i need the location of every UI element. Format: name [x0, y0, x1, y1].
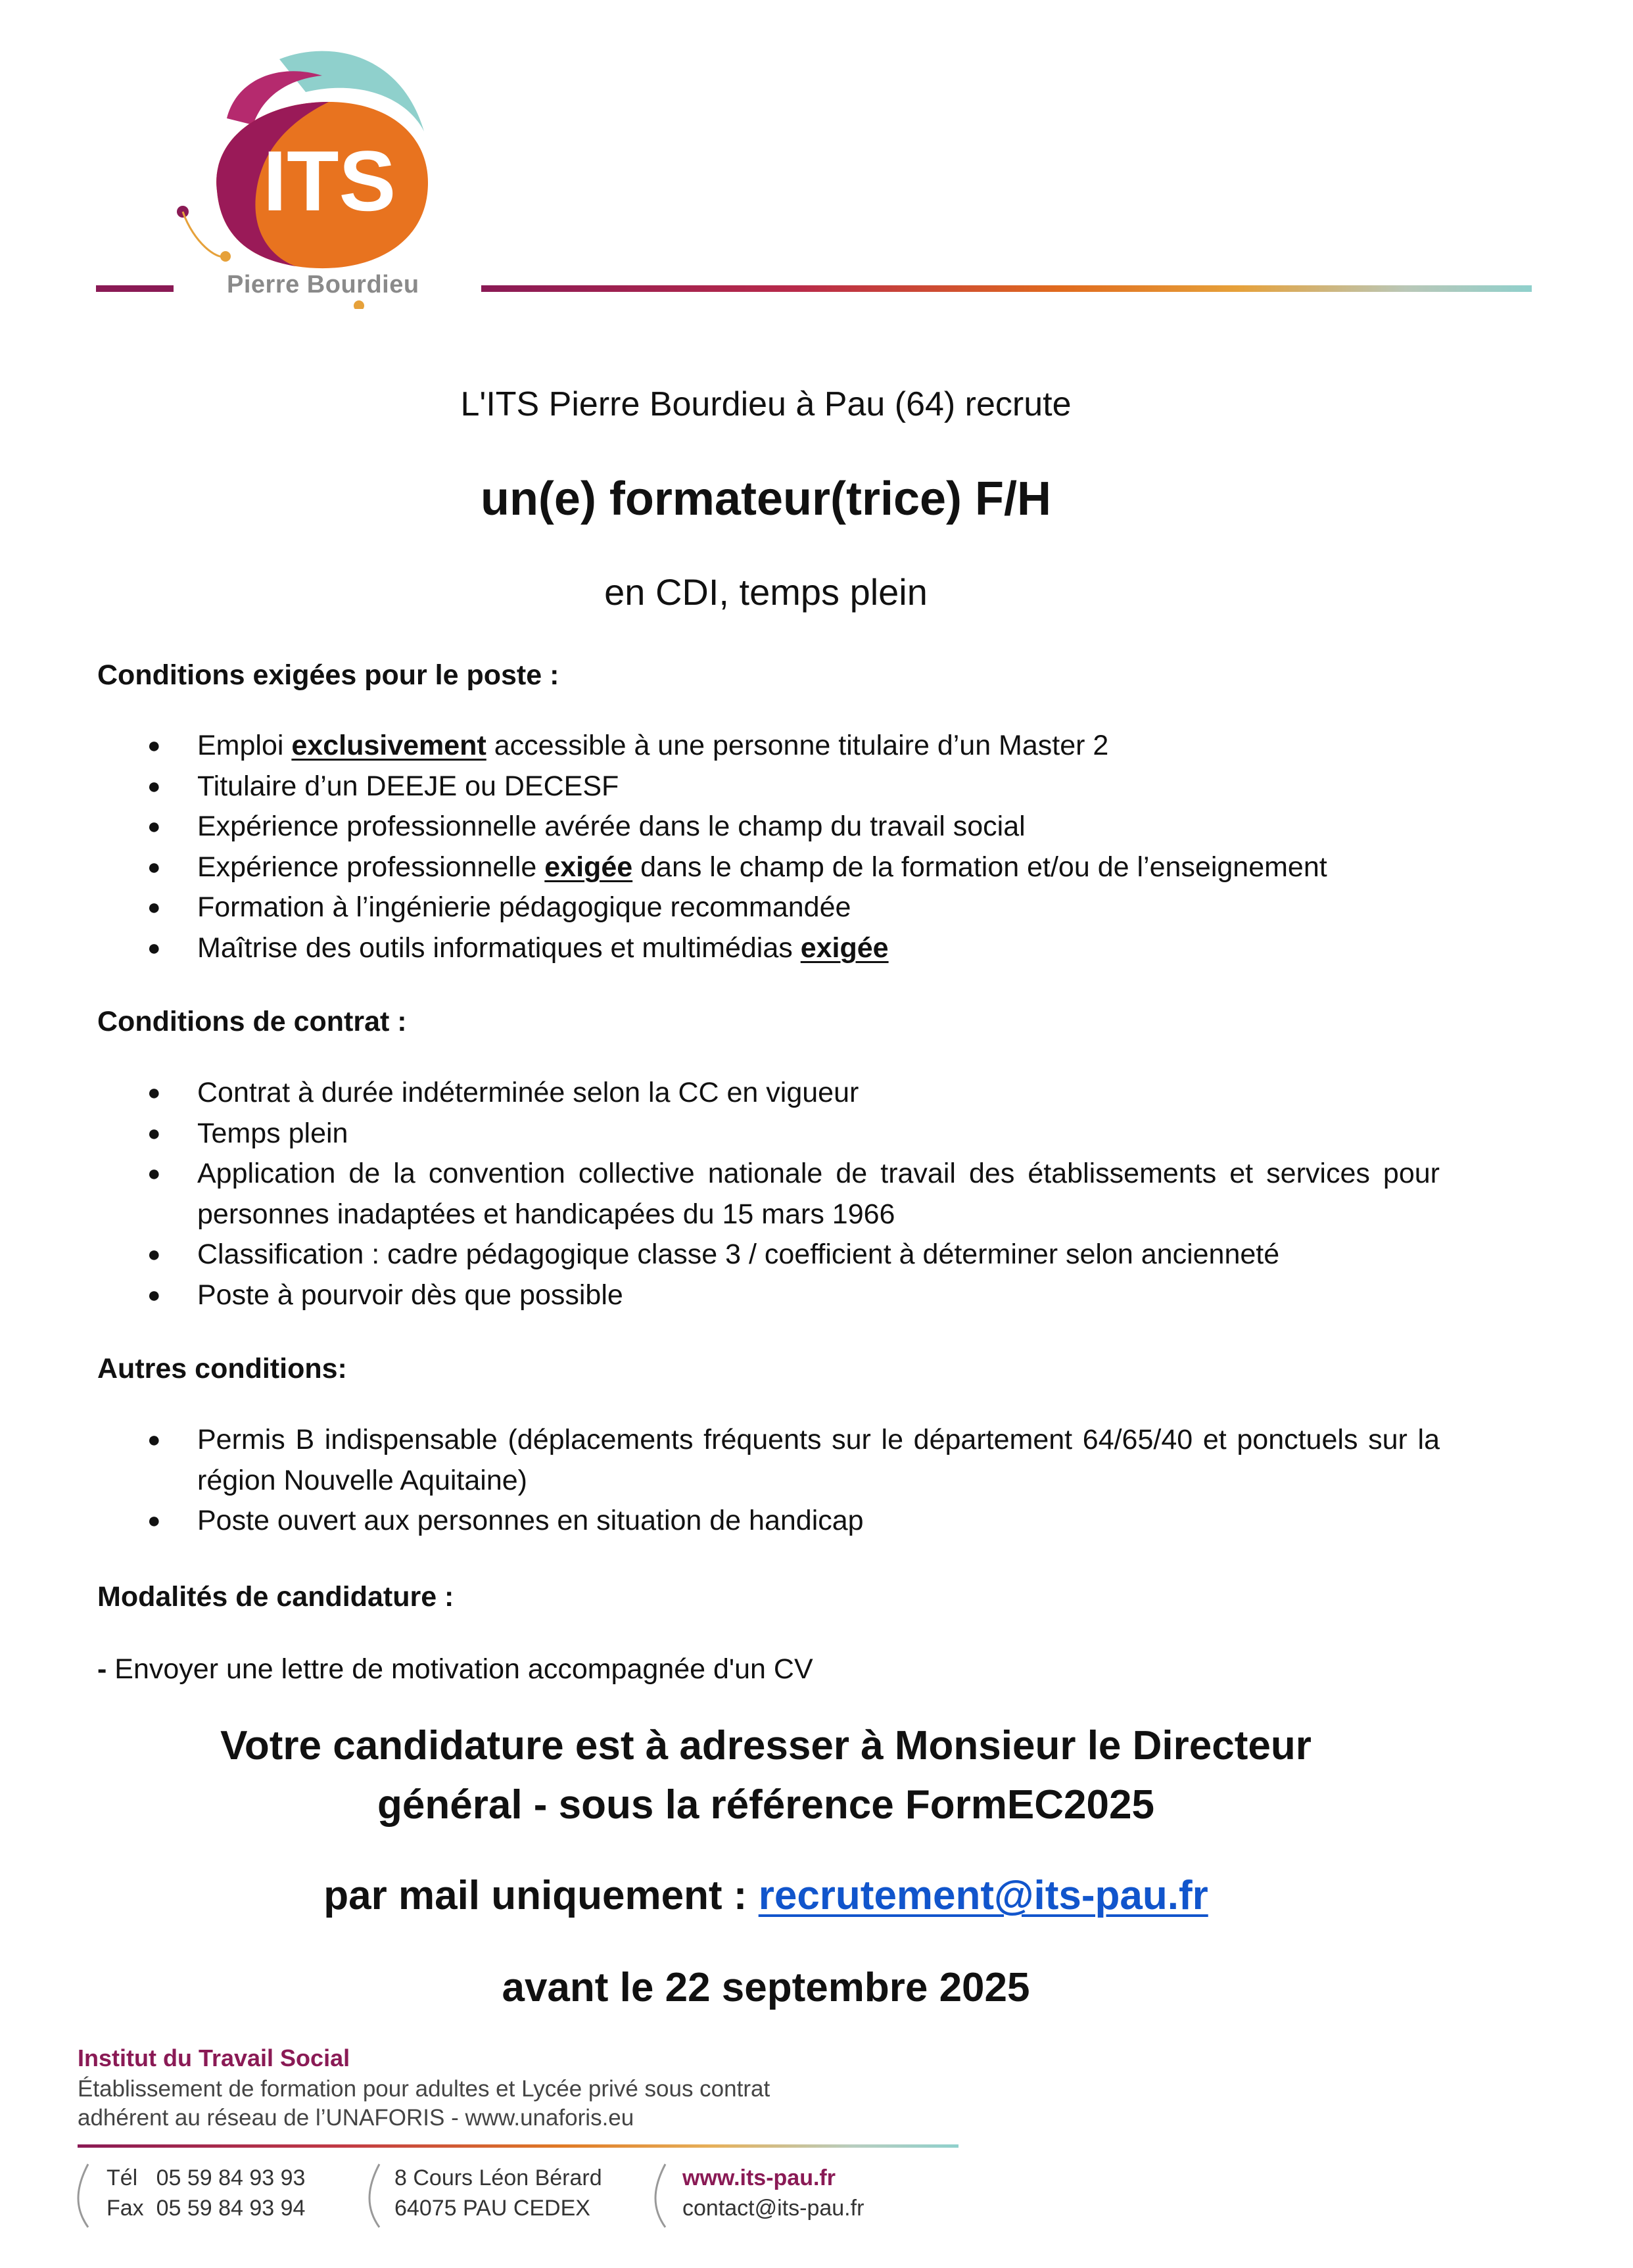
footer-phone-block — [106, 2163, 305, 2223]
list-item: ● Formation à l’ingénierie pédagogique recommandée — [0, 887, 1440, 928]
list-item: ● Maîtrise des outils informatiques et multimédias exigée — [0, 928, 1440, 969]
list-item: ● Titulaire d’un DEEJE ou DECESF — [0, 767, 1440, 807]
bullet-icon: ● — [147, 1120, 161, 1146]
list-item: ● Expérience professionnelle exigée dans le champ de la formation et/ou de l’enseignement — [0, 847, 1440, 888]
section-apply-title: Modalités de candidature : — [97, 1581, 454, 1613]
footer-contact-email[interactable]: contact@its-pau.fr — [682, 2196, 864, 2221]
bullet-icon: ● — [147, 773, 161, 799]
bullet-icon: ● — [147, 1161, 161, 1186]
list-item: ● Application de la convention collective nationale de travail des établissements et services pour personnes inadaptées et handicapées du 15 mars 1966 — [0, 1154, 1440, 1235]
footer-institute: Institut du Travail Social — [78, 2044, 350, 2071]
footer-description: Établissement de formation pour adultes et Lycée privé sous contrat — [78, 2076, 770, 2102]
list-item: ● Poste à pourvoir dès que possible — [0, 1275, 1440, 1316]
intro-line: L'ITS Pierre Bourdieu à Pau (64) recrute — [460, 385, 1072, 423]
footer-city: 64075 PAU CEDEX — [394, 2196, 590, 2221]
list-item: ● Temps plein — [0, 1114, 1440, 1154]
deadline: avant le 22 septembre 2025 — [502, 1965, 1030, 2010]
footer-fax: Fax 05 59 84 93 94 — [106, 2196, 306, 2221]
header-rule-left — [96, 285, 174, 292]
address-line-1: Votre candidature est à adresser à Monsieur le Directeur — [220, 1723, 1312, 1768]
bullet-icon: ● — [147, 854, 161, 880]
footer-rule — [78, 2144, 958, 2148]
bullet-icon: ● — [147, 895, 161, 920]
header-rule-right — [481, 285, 1532, 292]
logo-text: ITS — [263, 133, 396, 229]
bullet-icon: ● — [147, 1282, 161, 1308]
footer-separator — [365, 2163, 385, 2229]
list-item: ● Emploi exclusivement accessible à une personne titulaire d’un Master 2 — [0, 726, 1440, 767]
footer-address-block — [394, 2163, 602, 2223]
mail-prefix: par mail uniquement : — [323, 1873, 747, 1918]
its-logo — [164, 39, 454, 309]
list-item: ● Contrat à durée indéterminée selon la CC en vigueur — [0, 1073, 1440, 1114]
bullet-icon: ● — [147, 1427, 161, 1452]
position-title: un(e) formateur(trice) F/H — [480, 473, 1052, 525]
bullet-icon: ● — [147, 814, 161, 839]
contract-conditions-list — [0, 1073, 1440, 1315]
other-conditions-list — [0, 1420, 1440, 1542]
apply-dash: - — [97, 1653, 107, 1685]
list-item: ● Poste ouvert aux personnes en situation de handicap — [0, 1501, 1440, 1542]
footer-separator — [651, 2163, 671, 2229]
section-contract-title: Conditions de contrat : — [97, 1006, 407, 1037]
bullet-icon: ● — [147, 935, 161, 960]
bullet-icon: ● — [147, 1242, 161, 1267]
list-item: ● Permis B indispensable (déplacements fréquents sur le département 64/65/40 et ponctuels sur la région Nouvelle Aquitaine) — [0, 1420, 1440, 1501]
footer-network: adhérent au réseau de l’UNAFORIS - www.unaforis.eu — [78, 2105, 634, 2131]
address-line-2: général - sous la référence FormEC2025 — [377, 1782, 1154, 1828]
section-required-title: Conditions exigées pour le poste : — [97, 659, 559, 691]
footer-street: 8 Cours Léon Bérard — [394, 2165, 602, 2190]
list-item: ● Classification : cadre pédagogique classe 3 / coefficient à déterminer selon ancienneté — [0, 1235, 1440, 1275]
its-logo-graphic — [164, 39, 454, 309]
bullet-icon: ● — [147, 1080, 161, 1105]
bullet-icon: ● — [147, 733, 161, 758]
logo-caption: Pierre Bourdieu — [227, 271, 419, 298]
footer-website-link[interactable]: www.its-pau.fr — [682, 2165, 836, 2190]
required-conditions-list — [0, 726, 1440, 968]
contract-type: en CDI, temps plein — [604, 571, 928, 613]
apply-instruction: - Envoyer une lettre de motivation accompagnée d'un CV — [97, 1653, 813, 1685]
footer-separator — [74, 2163, 93, 2229]
footer-tel: Tél 05 59 84 93 93 — [106, 2165, 306, 2190]
emphasis: exigée — [800, 932, 889, 964]
bullet-icon: ● — [147, 1508, 161, 1533]
list-item: ● Expérience professionnelle avérée dans le champ du travail social — [0, 807, 1440, 847]
recruitment-email-link[interactable]: recrutement@its-pau.fr — [758, 1873, 1208, 1918]
footer-web-block — [682, 2163, 864, 2223]
mail-line — [0, 1872, 1532, 1919]
emphasis: exigée — [544, 851, 633, 883]
section-other-title: Autres conditions: — [97, 1353, 347, 1384]
emphasis: exclusivement — [291, 730, 486, 761]
